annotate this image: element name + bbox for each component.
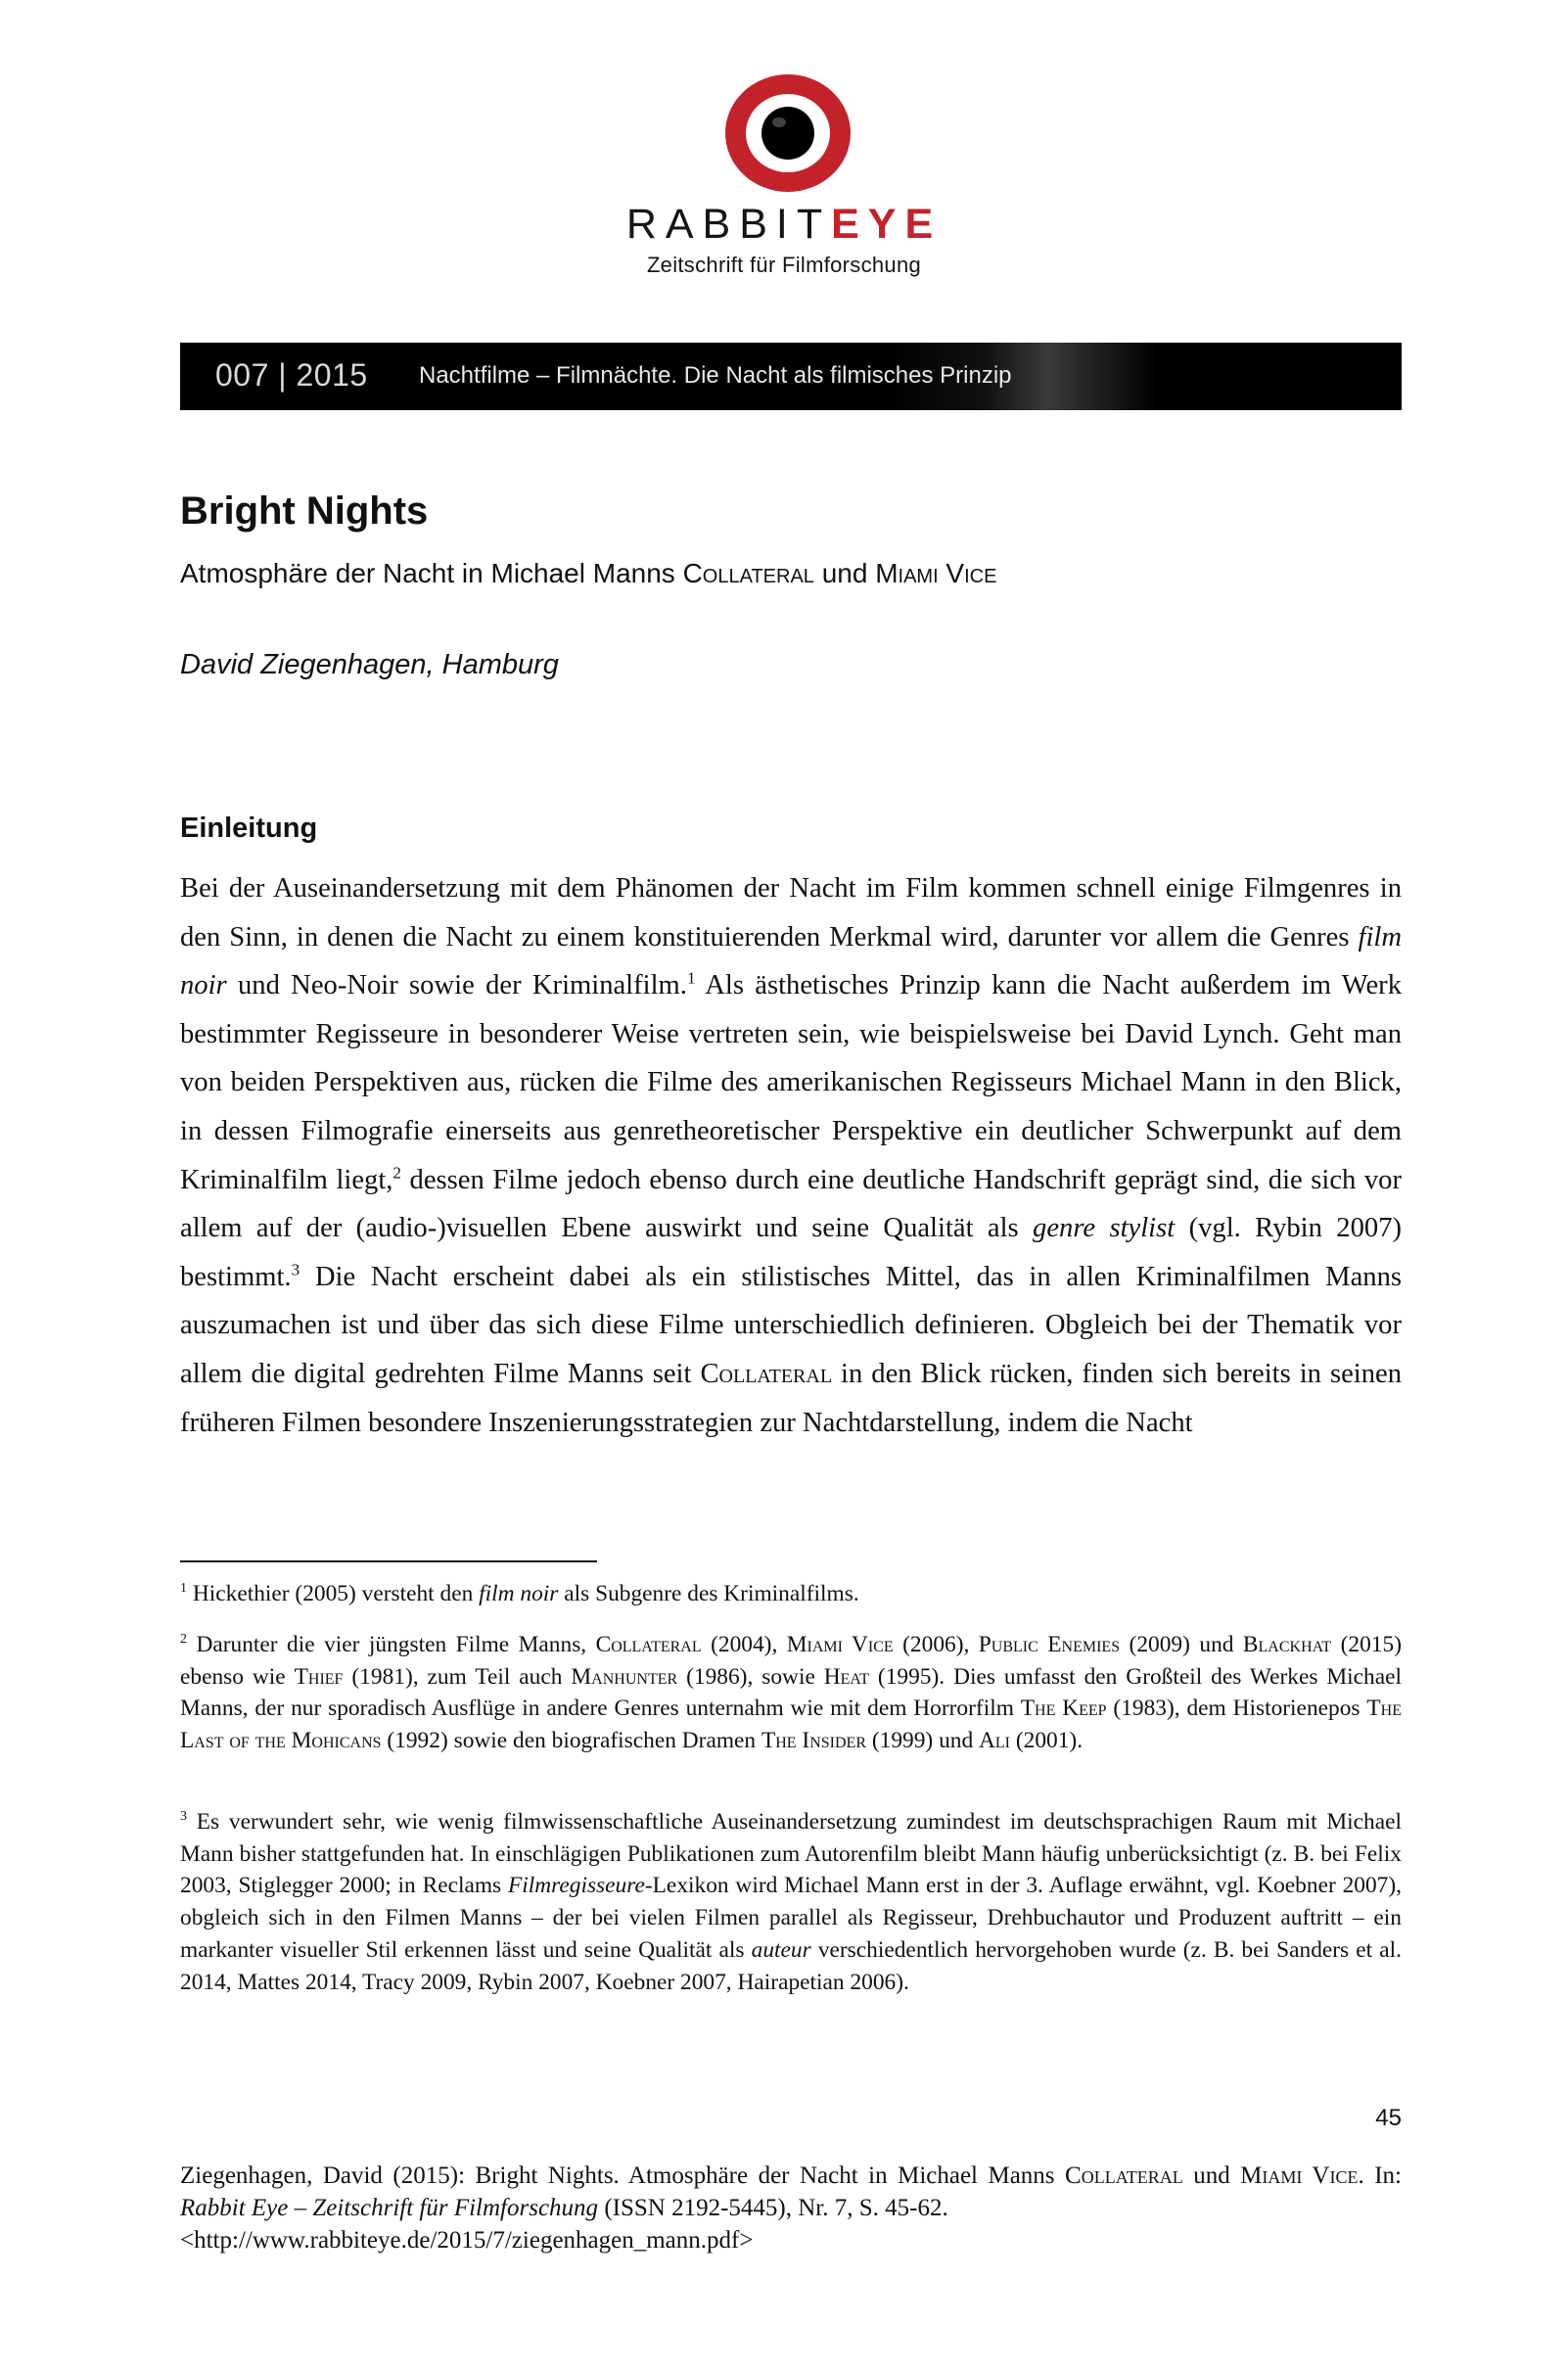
text-run: in den Blick rücken, finden sich bereits in seinen früheren Filmen besondere Inszenierungsstrategien zur Nachtdarstellung, indem die Nacht xyxy=(180,1358,1402,1438)
film-title: Collateral xyxy=(700,1358,833,1389)
italic-term: genre stylist xyxy=(1033,1213,1176,1244)
brand-wordmark xyxy=(0,201,1568,249)
issue-banner xyxy=(180,343,1402,410)
subtitle-text: und xyxy=(813,558,876,588)
text-run: Darunter die vier jüngsten Filme Manns, xyxy=(187,1632,596,1657)
text-run: Die Nacht erscheint dabei als ein stilistisches Mittel, das in allen Kriminalfilmen Manns auszumachen ist und über das sich diese Filme unterschiedlich definieren. Obgleich bei der Thematik vor allem die digital gedrehten Filme Manns seit xyxy=(180,1261,1402,1389)
text-run: verschiedentlich hervorgehoben wurde (z. B. bei Sanders et al. 2014, Mattes 2014, Tracy 2009, Rybin 2007, Koebner 2007, Hairapetian 2006). xyxy=(180,1936,1402,1995)
footnote xyxy=(180,1629,1402,1757)
article-subtitle xyxy=(180,558,996,589)
page-number: 45 xyxy=(1375,2105,1402,2131)
text-run: Ziegenhagen, David (2015): Bright Nights. Atmosphäre der Nacht in Michael Manns xyxy=(180,2162,1066,2189)
text-run: und Neo-Noir sowie der Kriminalfilm. xyxy=(226,970,687,1001)
text-run: (2006), xyxy=(893,1632,979,1657)
footnote-number: 3 xyxy=(180,1808,188,1825)
footnote-number: 2 xyxy=(180,1631,188,1648)
text-run: Bei der Auseinandersetzung mit dem Phänomen der Nacht im Film kommen schnell einige Filmgenres in den Sinn, in denen die Nacht zu einem konstituierenden Merkmal wird, darunter vor allem die Genres xyxy=(180,873,1402,953)
citation-text xyxy=(180,2160,1402,2224)
italic-term: film noir xyxy=(479,1581,559,1606)
body-paragraph xyxy=(180,864,1402,1447)
italic-term: Filmregisseure xyxy=(507,1873,645,1899)
text-run: (1999) und xyxy=(866,1728,980,1754)
film-title: Miami Vice xyxy=(786,1632,894,1657)
film-title: Collateral xyxy=(595,1632,702,1657)
text-run: (2009) und xyxy=(1120,1632,1243,1657)
footnote-ref: 3 xyxy=(291,1260,300,1279)
text-run: . In: xyxy=(1358,2162,1402,2189)
italic-term: auteur xyxy=(751,1936,811,1963)
footnote xyxy=(180,1806,1402,1998)
article-author: David Ziegenhagen, Hamburg xyxy=(180,649,559,680)
text-run: (1995). Dies umfasst den Großteil des Werkes Michael Manns, der nur sporadisch Ausflüge in andere Genres unternahm wie mit dem Horrorfilm xyxy=(180,1663,1403,1722)
section-heading: Einleitung xyxy=(180,813,318,844)
text-run: (1981), zum Teil auch xyxy=(343,1663,572,1690)
text-run: Hickethier (2005) versteht den xyxy=(187,1581,480,1606)
film-title: Ali xyxy=(979,1728,1011,1754)
text-run: (2001). xyxy=(1010,1728,1084,1754)
text-run: (1986), sowie xyxy=(677,1663,824,1690)
text-run: (1983), dem Historienepos xyxy=(1106,1696,1367,1722)
text-run: -Lexikon wird Michael Mann erst in der 3. Auflage erwähnt, vgl. Koebner 2007), obgleich sich in den Filmen Manns – der bei vielen Filmen parallel als Regisseur, Drehbuchautor und Produzent auftritt – ein markanter visueller Stil erkennen lässt und seine Qualität als xyxy=(180,1873,1402,1963)
text-run: (vgl. Rybin 2007) bestimmt. xyxy=(180,1213,1403,1292)
journal-name: Rabbit Eye – Zeitschrift für Filmforschung xyxy=(180,2195,599,2221)
issue-theme: Nachtfilme – Filmnächte. Die Nacht als filmisches Prinzip xyxy=(419,362,1012,389)
text-run: (1992) sowie den biografischen Dramen xyxy=(381,1728,761,1754)
film-title: Miami Vice xyxy=(875,558,997,588)
rabbit-eye-logo-icon xyxy=(724,73,852,193)
subtitle-text: Atmosphäre der Nacht in Michael Manns xyxy=(180,558,683,588)
brand-part-rabbit: RABBIT xyxy=(625,201,832,248)
footnote-ref: 2 xyxy=(392,1163,401,1183)
brand-subtitle: Zeitschrift für Filmforschung xyxy=(646,253,922,277)
issue-number: 007 | 2015 xyxy=(215,357,368,393)
film-title: Collateral xyxy=(1065,2162,1183,2189)
footnote-ref: 1 xyxy=(686,968,696,988)
text-run: als Subgenre des Kriminalfilms. xyxy=(558,1581,859,1606)
film-title: The Insider xyxy=(761,1728,867,1754)
footnote xyxy=(180,1578,1402,1610)
article-title: Bright Nights xyxy=(180,489,429,533)
film-title: Thief xyxy=(294,1663,344,1690)
citation-block xyxy=(180,2160,1402,2256)
film-title: Miami Vice xyxy=(1240,2162,1359,2189)
film-title: Collateral xyxy=(682,558,814,588)
film-title: Heat xyxy=(823,1663,869,1690)
text-run: Es verwundert sehr, wie wenig filmwissenschaftliche Auseinandersetzung zumindest im deutschsprachigen Raum mit Michael Mann bisher stattgefunden hat. In einschlägigen Publikationen zum Autorenfilm bleibt Mann häufig unberücksichtigt (z. B. bei Felix 2003, Stiglegger 2000; in Reclams xyxy=(180,1809,1402,1899)
footnote-divider xyxy=(180,1560,597,1562)
italic-term: film noir xyxy=(180,921,1402,1001)
citation-url[interactable]: <http://www.rabbiteye.de/2015/7/ziegenhagen_mann.pdf> xyxy=(180,2227,754,2254)
film-title: The Last of the Mohicans xyxy=(180,1696,1402,1754)
film-title: Blackhat xyxy=(1242,1632,1332,1657)
text-run: und xyxy=(1182,2162,1241,2189)
body-text xyxy=(180,864,1402,1447)
footnote-number: 1 xyxy=(180,1580,188,1597)
film-title: Manhunter xyxy=(571,1663,678,1690)
text-run: dessen Filme jedoch ebenso durch eine deutliche Handschrift geprägt sind, die sich vor allem auf der (audio-)visuellen Ebene auswirkt und seine Qualität als xyxy=(180,1164,1402,1244)
text-run: (ISSN 2192-5445), Nr. 7, S. 45-62. xyxy=(598,2195,948,2221)
film-title: Public Enemies xyxy=(978,1632,1121,1657)
text-run: (2015) ebenso wie xyxy=(180,1632,1402,1690)
text-run: Als ästhetisches Prinzip kann die Nacht außerdem im Werk bestimmter Regisseure in besonderer Weise vertreten sein, wie beispielsweise bei David Lynch. Geht man von beiden Perspektiven aus, rücken die Filme des amerikanischen Regisseurs Michael Mann in den Blick, in dessen Filmografie einerseits aus genretheoretischer Perspektive ein deutlicher Schwerpunkt auf dem Kriminalfilm liegt, xyxy=(180,970,1402,1195)
film-title: The Keep xyxy=(1020,1696,1107,1722)
text-run: (2004), xyxy=(701,1632,787,1657)
brand-part-eye: EYE xyxy=(831,201,943,248)
